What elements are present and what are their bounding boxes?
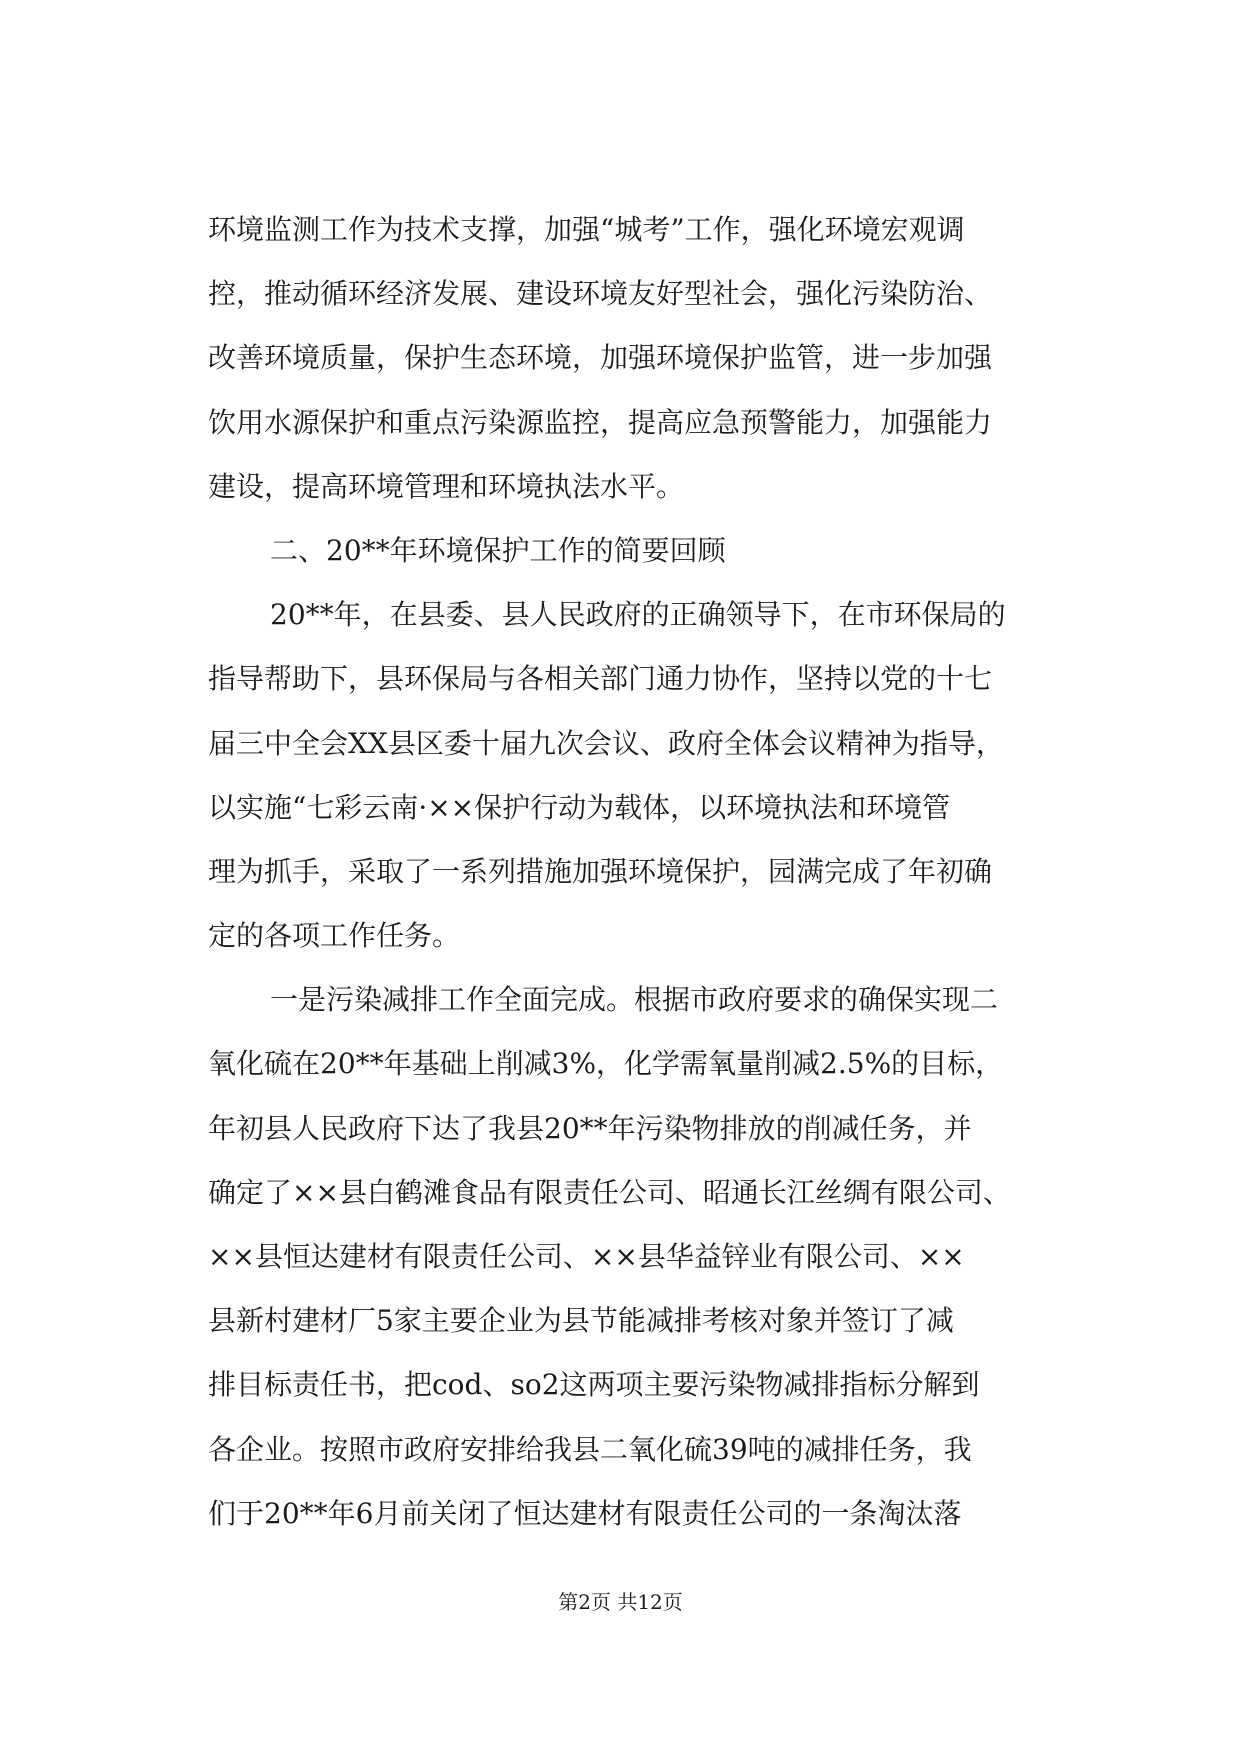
text-line: 年初县人民政府下达了我县20**年污染物排放的削减任务，并	[208, 1111, 972, 1145]
text-line: 届三中全会XX县区委十届九次会议、政府全体会议精神为指导，	[208, 726, 1004, 760]
page-number: 第2页 共12页	[558, 1590, 683, 1614]
text-line: 一是污染减排工作全面完成。根据市政府要求的确保实现二	[270, 983, 999, 1017]
text-line: 县新村建材厂5家主要企业为县节能减排考核对象并签订了减	[208, 1304, 954, 1338]
document-body	[208, 198, 1088, 1546]
text-line: 们于20**年6月前关闭了恒达建材有限责任公司的一条淘汰落	[208, 1496, 962, 1530]
text-line: 确定了××县白鹤滩食品有限责任公司、昭通长江丝绸有限公司、	[208, 1175, 1011, 1209]
text-line: 建设，提高环境管理和环境执法水平。	[208, 469, 685, 503]
section-heading: 二、20**年环境保护工作的简要回顾	[270, 533, 726, 567]
text-line: 环境监测工作为技术支撑，加强“城考”工作，强化环境宏观调	[208, 213, 965, 246]
text-line: ××县恒达建材有限责任公司、××县华益锌业有限公司、××	[208, 1240, 965, 1273]
text-line: 饮用水源保护和重点污染源监控，提高应急预警能力，加强能力	[208, 405, 993, 439]
text-line: 理为抓手，采取了一系列措施加强环境保护，园满完成了年初确	[208, 854, 993, 888]
text-line: 各企业。按照市政府安排给我县二氧化硫39吨的减排任务，我	[208, 1432, 972, 1466]
text-line: 定的各项工作任务。	[208, 919, 461, 953]
text-line: 20**年，在县委、县人民政府的正确领导下，在市环保局的	[270, 598, 1006, 632]
text-line: 排目标责任书，把cod、so2这两项主要污染物减排指标分解到	[208, 1368, 980, 1402]
text-line: 氧化硫在20**年基础上削减3%，化学需氧量削减2.5%的目标，	[208, 1047, 1004, 1081]
text-line: 指导帮助下，县环保局与各相关部门通力协作，坚持以党的十七	[208, 662, 993, 696]
text-line: 改善环境质量，保护生态环境，加强环境保护监管，进一步加强	[208, 341, 993, 375]
text-line: 以实施“七彩云南·××保护行动为载体，以环境执法和环境管	[208, 790, 951, 824]
text-line: 控，推动循环经济发展、建设环境友好型社会，强化污染防治、	[208, 277, 993, 311]
